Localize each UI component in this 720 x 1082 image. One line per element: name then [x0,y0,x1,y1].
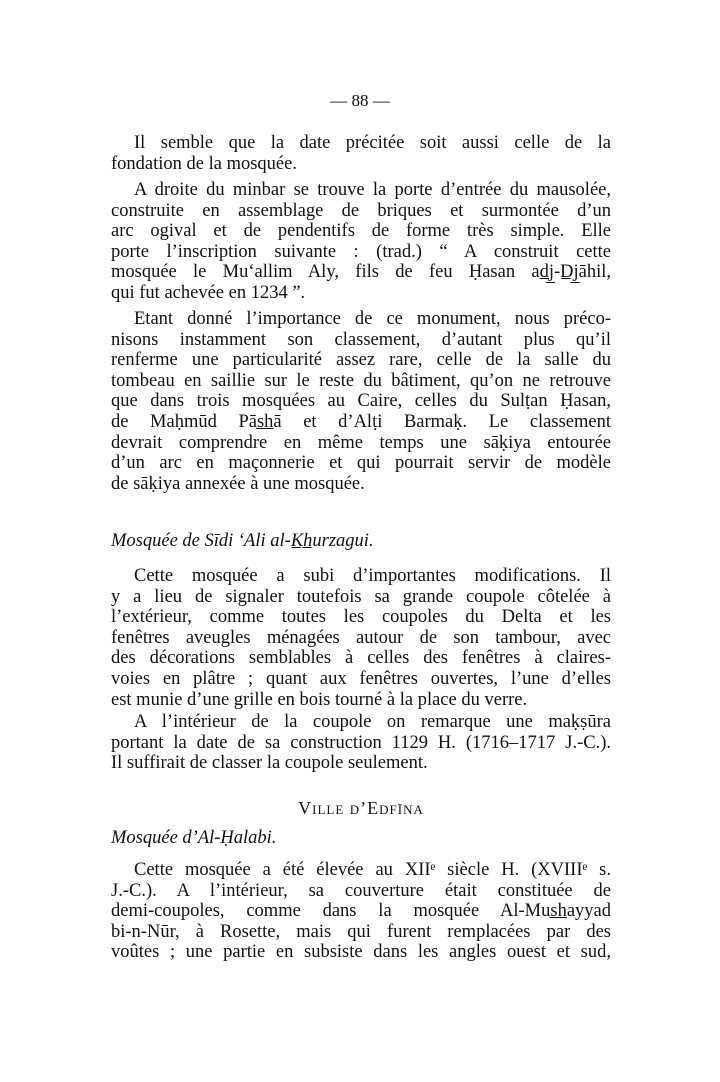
paragraph [111,309,611,494]
text-line: demi-coupoles, comme dans la mosquée Al-Mus̲h̲ayyad [111,901,611,922]
page-number: — 88 — [330,91,390,110]
text-line: porte l’inscription suivante : (trad.) “ A construit cette [111,241,611,262]
paragraph [111,860,611,963]
text-line: de sāḳiya annexée à une mosquée. [111,473,365,494]
text-line: bi-n-Nūr, à Rosette, mais qui furent remplacées par des [111,921,611,942]
text-line: est munie d’une grille en bois tourné à la place du verre. [111,689,528,710]
text-line: A l’intérieur de la coupole on remarque une maḳṣūra [134,712,611,732]
text-line: arc ogival et de pendentifs de forme très simple. Elle [111,221,611,242]
text-line: J.-C.). A l’intérieur, sa couverture était constituée de [111,880,611,901]
text-line: voûtes ; une partie en subsiste dans les angles ouest et sud, [111,942,611,963]
paragraph [111,180,611,304]
text-line: Il suffirait de classer la coupole seulement. [111,753,428,774]
paragraph [111,712,611,774]
text-line: portant la date de sa construction 1129 H. (1716–1717 J.-C.). [111,732,611,753]
text-line: renferme une particularité assez rare, celle de la salle du [111,350,611,371]
text-line: que dans trois mosquées au Caire, celles du Sulṭan Ḥasan, [111,391,611,412]
text-line: d’un arc en maçonnerie et qui pourrait servir de modèle [111,453,611,474]
text-line: fenêtres aveugles ménagées autour de son tambour, avec [111,627,611,648]
text-line: fondation de la mosquée. [111,153,297,174]
text-line: des décorations semblables à celles des fenêtres à claires- [111,648,611,669]
text-line: Cette mosquée a été élevée au XIIᵉ siècle H. (XVIIIᵉ s. [134,860,611,880]
text-line: y a lieu de signaler toutefois sa grande coupole côtelée à [111,586,611,607]
text-line: mosquée le Mu‘allim Aly, fils de feu Ḥasan ad̲j̲-D̲j̲āhil, [111,262,611,283]
subsection-heading: Mosquée d’Al-Ḥalabi. [111,828,277,848]
text-line: qui fut achevée en 1234 ”. [111,282,306,303]
subsection-heading: Mosquée de Sīdi ‘Ali al-K̲h̲urzagui. [111,531,374,551]
text-line: de Maḥmūd Pās̲h̲ā et d’Alṭi Barmaḳ. Le classement [111,411,611,432]
paragraph [111,133,611,174]
text-line: devrait comprendre en même temps une sāḳiya entourée [111,432,611,453]
text-line: Cette mosquée a subi d’importantes modifications. Il [134,566,611,586]
text-line: nisons instamment son classement, d’autant plus qu’il [111,329,611,350]
section-heading: Ville d’Edfīna [298,798,424,818]
paragraph [111,566,611,710]
text-line: construite en assemblage de briques et surmontée d’un [111,200,611,221]
text-line: Il semble que la date précitée soit aussi celle de la [134,133,611,153]
text-line: tombeau en saillie sur le reste du bâtiment, qu’on ne retrouve [111,370,611,391]
text-line: voies en plâtre ; quant aux fenêtres ouvertes, l’une d’elles [111,668,611,689]
text-line: Etant donné l’importance de ce monument, nous préco- [134,309,611,329]
text-line: A droite du minbar se trouve la porte d’entrée du mausolée, [134,180,611,200]
text-line: l’extérieur, comme toutes les coupoles du Delta et les [111,607,611,628]
